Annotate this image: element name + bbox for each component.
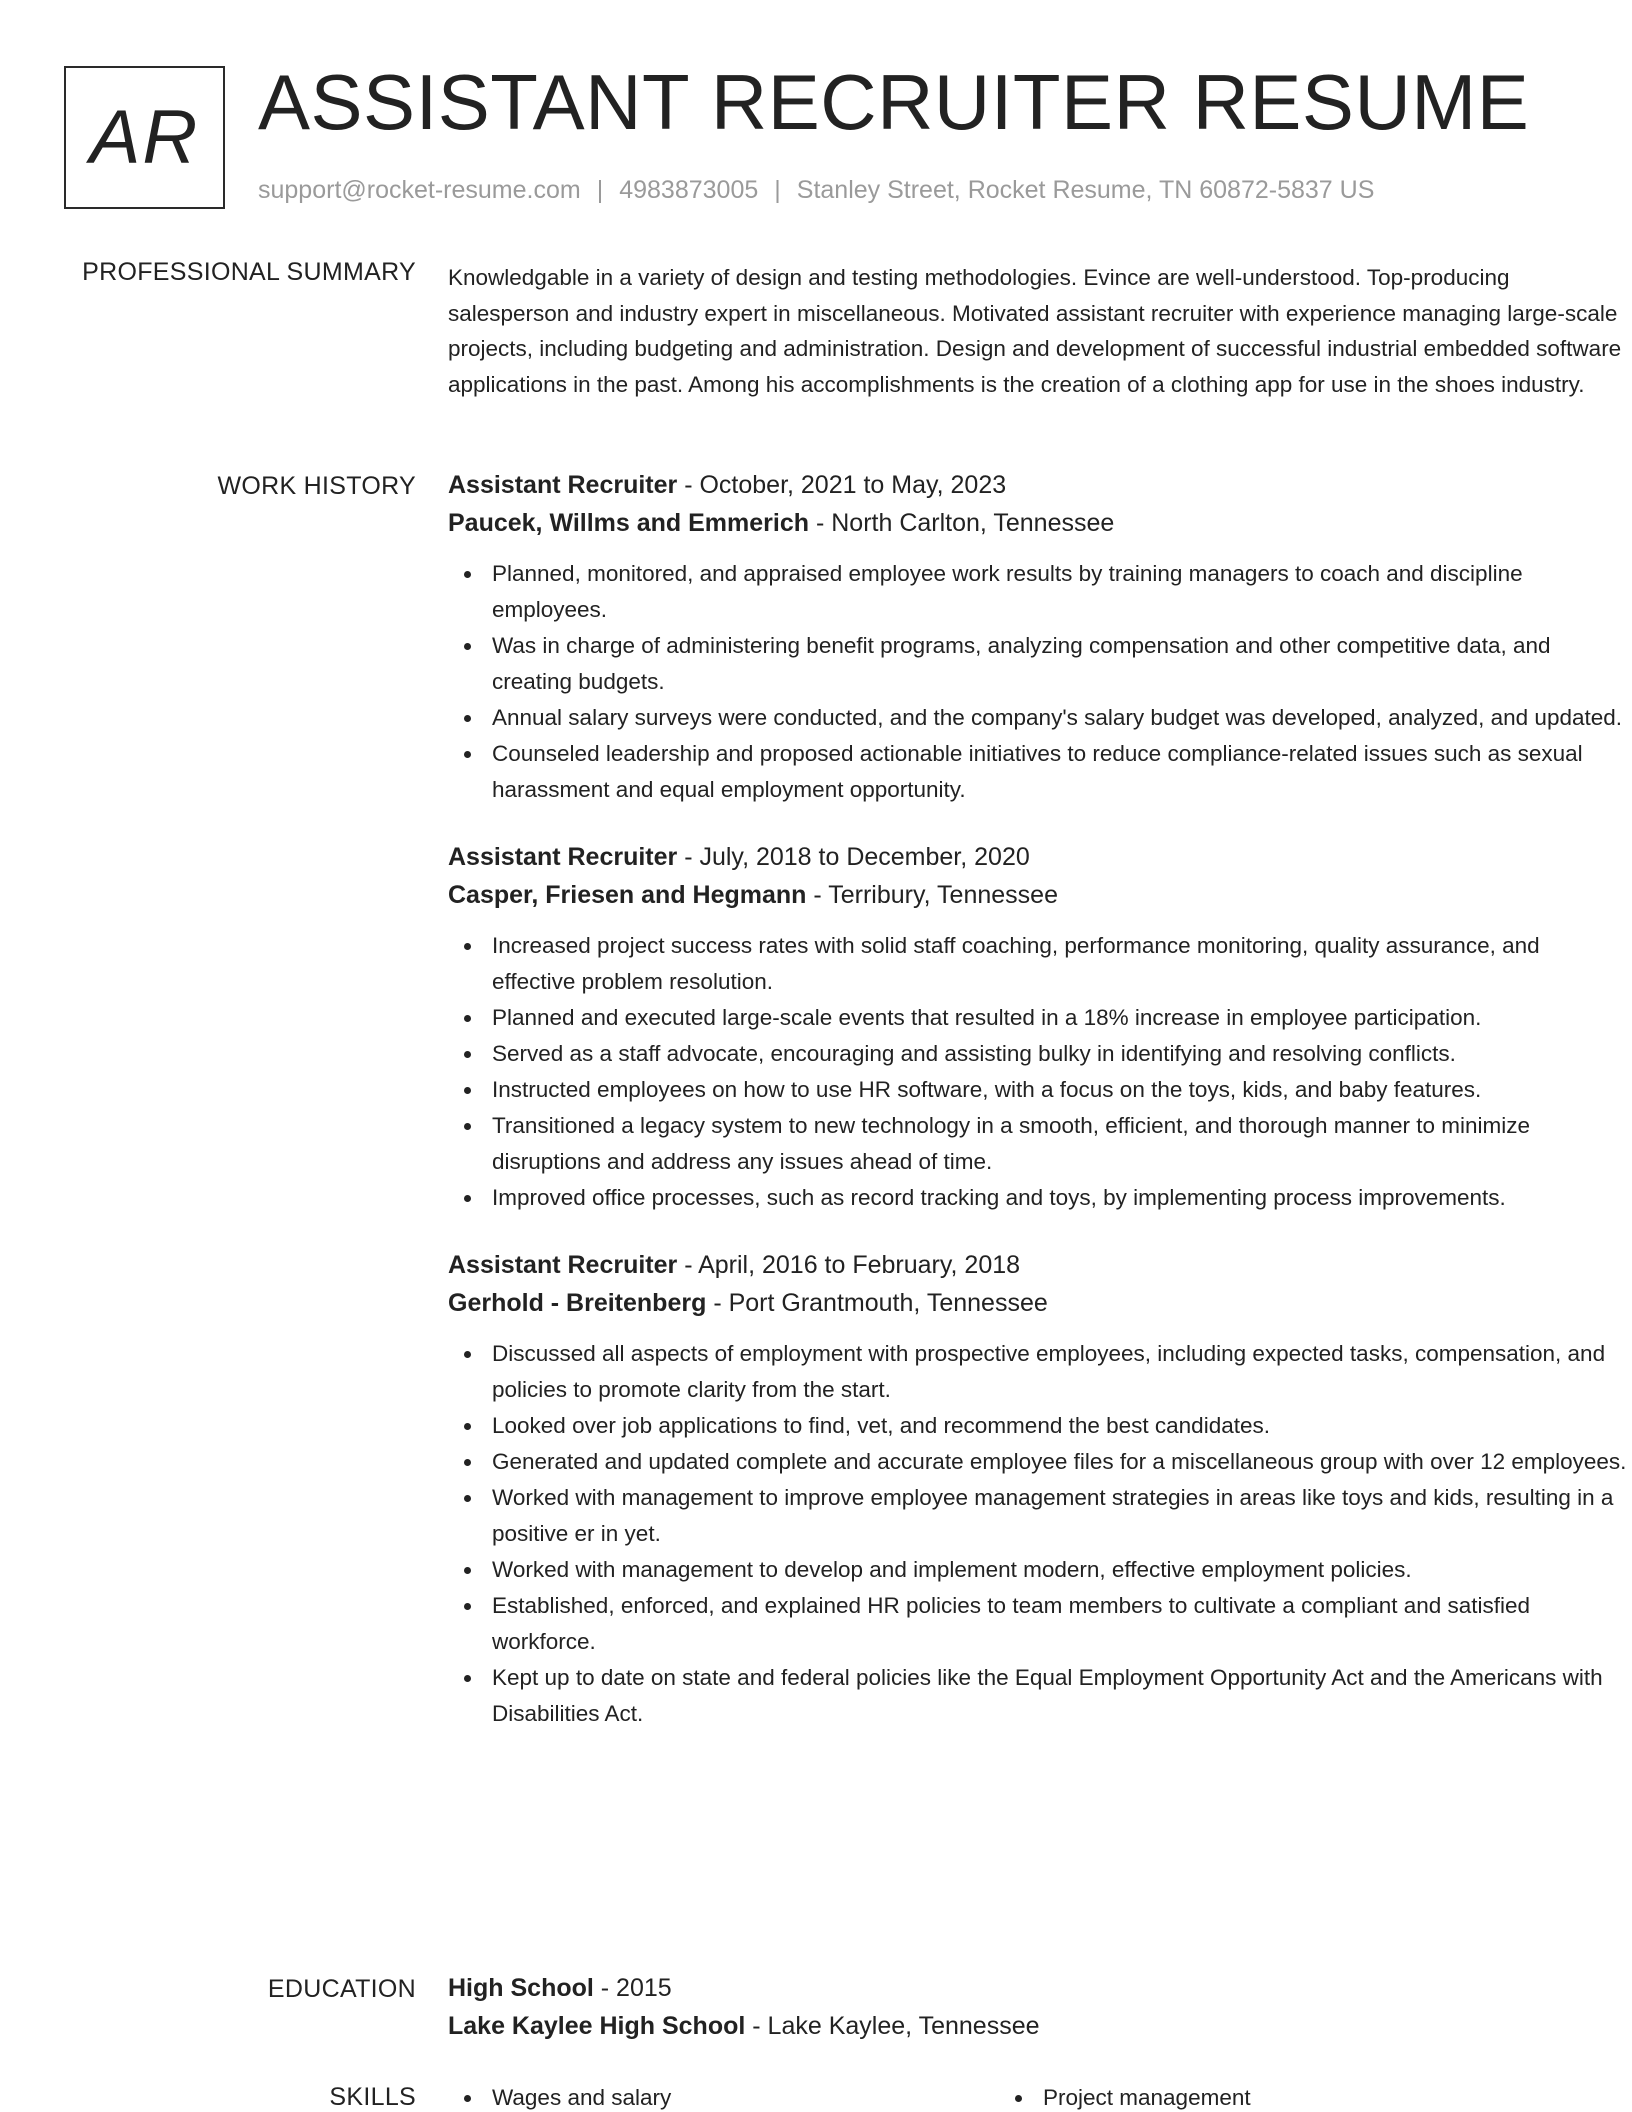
job-bullet: Served as a staff advocate, encouraging and assisting bulky in identifying and resolving conflicts. — [448, 1036, 1628, 1072]
job-entry — [448, 1246, 1628, 1732]
skills-column-right — [999, 2080, 1550, 2112]
job-bullet: Planned, monitored, and appraised employee work results by training managers to coach and discipline employees. — [448, 556, 1628, 628]
job-company-line — [448, 876, 1628, 914]
contact-line — [258, 176, 1374, 205]
job-bullets — [448, 928, 1628, 1216]
job-bullet: Transitioned a legacy system to new technology in a smooth, efficient, and thorough manner to minimize disruptions and address any issues ahead of time. — [448, 1108, 1628, 1180]
skills-columns — [448, 2080, 1628, 2112]
skill-item: Project management — [999, 2080, 1550, 2112]
contact-email: support@rocket-resume.com — [258, 176, 581, 204]
skill-item: Wages and salary — [448, 2080, 999, 2112]
job-bullets — [448, 556, 1628, 808]
job-location: - Terribury, Tennessee — [806, 881, 1058, 909]
job-bullet: Annual salary surveys were conducted, and the company's salary budget was developed, analyzed, and updated. — [448, 700, 1628, 736]
job-location: - North Carlton, Tennessee — [809, 509, 1115, 537]
job-bullet: Kept up to date on state and federal policies like the Equal Employment Opportunity Act and the Americans with Disabilities Act. — [448, 1660, 1628, 1732]
job-location: - Port Grantmouth, Tennessee — [706, 1289, 1048, 1317]
job-entry — [448, 838, 1628, 1216]
contact-separator: | — [596, 176, 604, 204]
job-dates: - April, 2016 to February, 2018 — [677, 1251, 1021, 1279]
education-year: - 2015 — [593, 1974, 672, 2002]
job-bullet: Improved office processes, such as record tracking and toys, by implementing process improvements. — [448, 1180, 1628, 1216]
education-entry — [448, 1969, 1628, 2045]
page-title: ASSISTANT RECRUITER RESUME — [258, 58, 1530, 146]
job-company-line — [448, 504, 1628, 542]
education-school: Lake Kaylee High School — [448, 2012, 746, 2040]
job-company: Paucek, Willms and Emmerich — [448, 509, 810, 537]
skills-column-left — [448, 2080, 999, 2112]
job-title-line — [448, 1246, 1628, 1284]
job-bullet: Worked with management to improve employee management strategies in areas like toys and kids, resulting in a positive er in yet. — [448, 1480, 1628, 1552]
work-history-heading: WORK HISTORY — [217, 472, 416, 500]
resume-header — [64, 58, 1564, 212]
summary-text: Knowledgable in a variety of design and testing methodologies. Evince are well-understood. Top-producing salesperson and industry expert in miscellaneous. Motivated assistant recruiter with experience managing large-scale projects, including budgeting and administration. Design and development of successful industrial embedded software applications in the past. Among his accomplishments is the creation of a clothing app for use in the shoes industry. — [448, 265, 1622, 397]
job-bullet: Looked over job applications to find, vet, and recommend the best candidates. — [448, 1408, 1628, 1444]
job-bullet: Planned and executed large-scale events that resulted in a 18% increase in employee participation. — [448, 1000, 1628, 1036]
contact-phone: 4983873005 — [619, 176, 759, 204]
job-bullet: Increased project success rates with solid staff coaching, performance monitoring, quality assurance, and effective problem resolution. — [448, 928, 1628, 1000]
job-bullet: Counseled leadership and proposed actionable initiatives to reduce compliance-related issues such as sexual harassment and equal employment opportunity. — [448, 736, 1628, 808]
job-title: Assistant Recruiter — [448, 1251, 678, 1279]
job-bullet: Generated and updated complete and accurate employee files for a miscellaneous group with over 12 employees. — [448, 1444, 1628, 1480]
job-dates: - October, 2021 to May, 2023 — [677, 471, 1007, 499]
job-title: Assistant Recruiter — [448, 843, 678, 871]
job-title-line — [448, 466, 1628, 504]
education-school-line — [448, 2007, 1628, 2045]
job-bullet: Instructed employees on how to use HR software, with a focus on the toys, kids, and baby features. — [448, 1072, 1628, 1108]
job-bullet: Worked with management to develop and implement modern, effective employment policies. — [448, 1552, 1628, 1588]
job-company-line — [448, 1284, 1628, 1322]
job-entry — [448, 466, 1628, 808]
job-company: Gerhold - Breitenberg — [448, 1289, 707, 1317]
job-bullet: Discussed all aspects of employment with prospective employees, including expected tasks, compensation, and policies to promote clarity from the start. — [448, 1336, 1628, 1408]
education-location: - Lake Kaylee, Tennessee — [745, 2012, 1040, 2040]
job-bullets — [448, 1336, 1628, 1732]
summary-heading: PROFESSIONAL SUMMARY — [82, 258, 416, 286]
job-company: Casper, Friesen and Hegmann — [448, 881, 807, 909]
skills-heading: SKILLS — [329, 2083, 416, 2111]
contact-address: Stanley Street, Rocket Resume, TN 60872-5837 US — [796, 176, 1375, 204]
monogram-badge: AR — [64, 66, 225, 209]
job-title: Assistant Recruiter — [448, 471, 678, 499]
job-title-line — [448, 838, 1628, 876]
job-bullet: Was in charge of administering benefit programs, analyzing compensation and other competitive data, and creating budgets. — [448, 628, 1628, 700]
contact-separator: | — [774, 176, 781, 204]
job-bullet: Established, enforced, and explained HR policies to team members to cultivate a compliant and satisfied workforce. — [448, 1588, 1628, 1660]
job-dates: - July, 2018 to December, 2020 — [677, 843, 1030, 871]
education-heading: EDUCATION — [267, 1975, 416, 2003]
education-degree: High School — [448, 1974, 594, 2002]
work-history-list — [448, 466, 1628, 1762]
education-degree-line — [448, 1969, 1628, 2007]
